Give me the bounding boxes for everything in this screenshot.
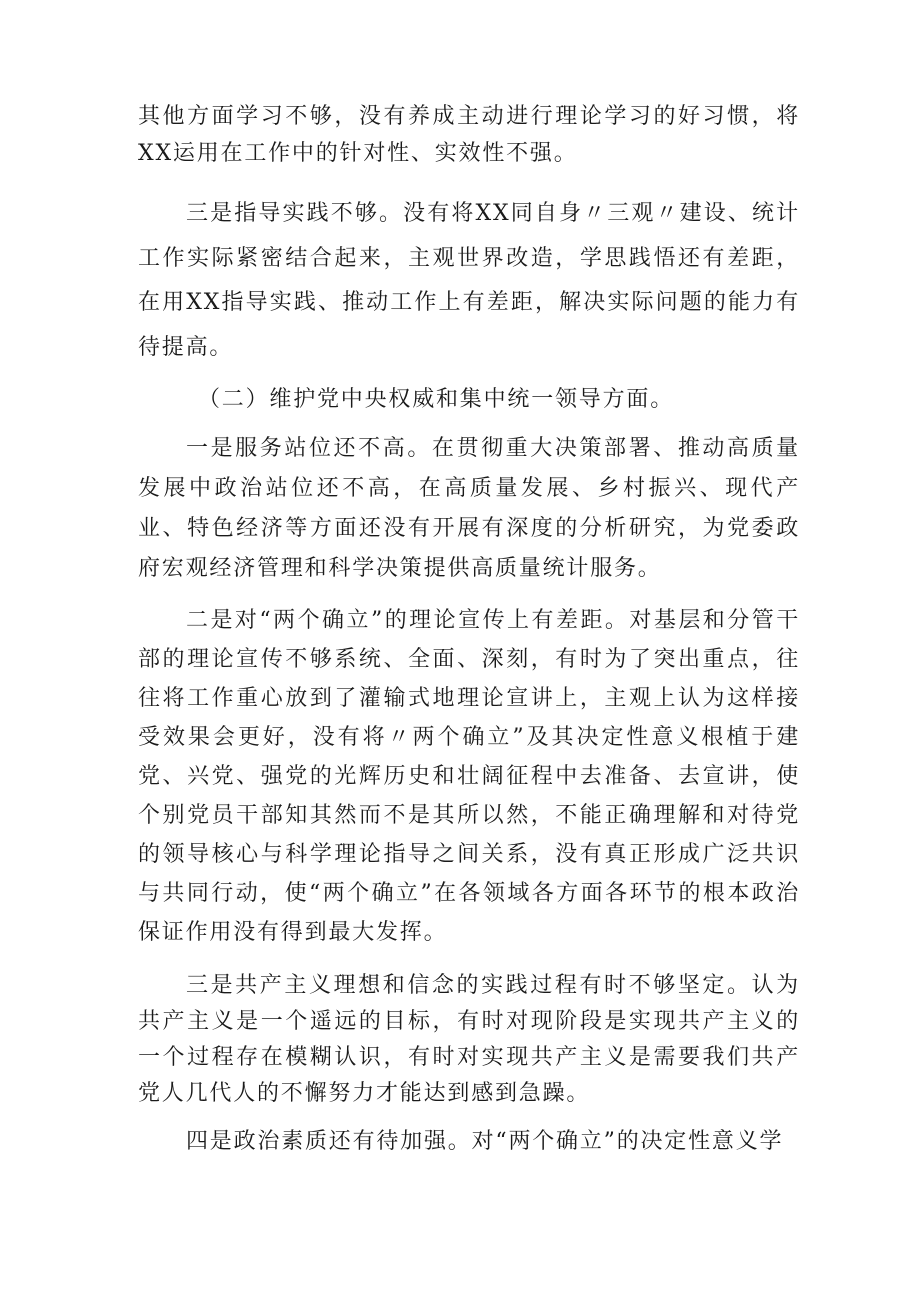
paragraph-service-position: 一是服务站位还不高。在贯彻重大决策部署、推动高质量发展中政治站位还不高，在高质量发展、乡村振兴、现代产业、特色经济等方面还没有开展有深度的分析研究，为党委政府宏观经济管理和科学决策提供高质量统计服务。 <box>138 435 800 581</box>
paragraph-communist-ideal: 三是共产主义理想和信念的实践过程有时不够坚定。认为共产主义是一个遥远的目标，有时对现阶段是实现共产主义的一个过程存在模糊认识，有时对实现共产主义是需要我们共产党人几代人的不懈努力才能达到感到急躁。 <box>138 972 800 1106</box>
section-heading-party-authority: （二）维护党中央权威和集中统一领导方面。 <box>198 387 675 412</box>
paragraph-two-establishments: 二是对“两个确立”的理论宣传上有差距。对基层和分管干部的理论宣传不够系统、全面、深刻，有时为了突出重点，往往将工作重心放到了灌输式地理论宣讲上，主观上认为这样接受效果会更好，没有将〃两个确立”及其决定性意义根植于建党、兴党、强党的光辉历史和壮阔征程中去准备、去宣讲，使个别党员干部知其然而不是其所以然，不能正确理解和对待党的领导核心与科学理论指导之间关系，没有真正形成广泛共识与共同行动，使“两个确立”在各领域各方面各环节的根本政治保证作用没有得到最大发挥。 <box>138 607 800 945</box>
paragraph-political-quality: 四是政治素质还有待加强。对“两个确立”的决定性意义学 <box>186 1128 784 1154</box>
paragraph-guide-practice: 三是指导实践不够。没有将XX同自身〃三观〃建设、统计工作实际紧密结合起来，主观世界改造，学思践悟还有差距，在用XX指导实践、推动工作上有差距，解决实际问题的能力有待提高。 <box>138 201 800 360</box>
document-page <box>138 98 800 1160</box>
paragraph-theory-study: 其他方面学习不够，没有养成主动进行理论学习的好习惯，将XX运用在工作中的针对性、实效性不强。 <box>138 104 800 166</box>
